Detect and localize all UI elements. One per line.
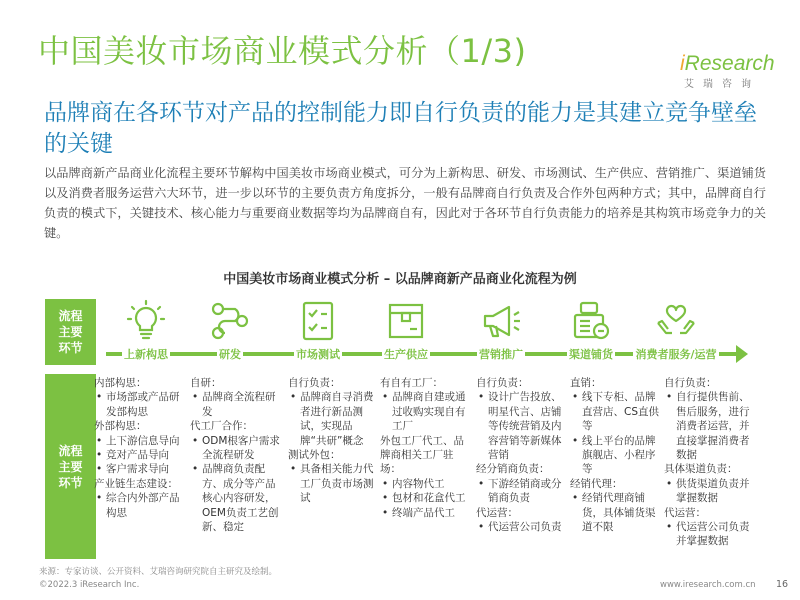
process-step: [545, 299, 637, 362]
process-column: [94, 376, 184, 520]
side-label-bottom: 流程主要环节: [45, 374, 96, 559]
column-heading: 经分销商负责：: [476, 463, 550, 476]
column-item: • 品牌商自寻消费者进行新品测试，实现品牌“共研”概念: [300, 390, 378, 448]
box-icon: [360, 299, 452, 343]
column-heading: 产业链生态建设：: [94, 477, 178, 490]
logo-subtitle: 艾瑞咨询: [684, 79, 760, 90]
column-item: • 市场部或产品研发部构思: [106, 390, 184, 419]
checklist-icon: [272, 299, 364, 343]
column-item: • ODM根客户需求全流程研发: [202, 434, 280, 463]
iresearch-logo: iResearch 艾瑞咨询: [680, 52, 775, 90]
process-step-label: 上新构思: [124, 348, 168, 361]
description-paragraph: 以品牌商新产品商业化流程主要环节解构中国美妆市场商业模式，可分为上新构思、研发、市场测试、生产供应、营销推广、渠道铺货以及消费者服务运营六大环节，进一步以环节的主要负责方角度拆分，一般有品牌商自行负责及合作外包两种方式；其中，品牌商自行负责的模式下，关键技术、核心能力与重要商业数据等均为品牌商自有，因此对于各环节自行负责能力的培养是其构筑市场竞争力的关键。: [44, 166, 766, 240]
column-heading: 外部构思：: [94, 420, 147, 433]
column-heading: 自行负责：: [664, 377, 717, 389]
column-heading: 经销代理：: [570, 477, 623, 490]
page-title: 中国美妆市场商业模式分析（1/3): [38, 32, 527, 70]
page-number: 16: [776, 579, 789, 590]
process-column: [476, 376, 566, 534]
process-step: [184, 299, 276, 362]
column-item: • 品牌商全流程研发: [202, 390, 280, 419]
column-item: • 品牌商负责配方、成分等产品核心内容研发，OEM负责工艺创新、稳定: [202, 462, 280, 534]
column-item: • 终端产品代工: [392, 506, 470, 520]
process-step-label: 研发: [219, 348, 241, 361]
process-step-label: 生产供应: [384, 348, 428, 361]
column-item: • 经销代理商铺货，具体铺货渠道不限: [582, 491, 660, 534]
process-column: [664, 376, 754, 549]
column-item: • 综合内外部产品构思: [106, 491, 184, 520]
footer-url[interactable]: www.iresearch.com.cn: [660, 580, 756, 590]
column-heading: 有自有工厂：: [380, 377, 443, 389]
process-step: [455, 299, 547, 362]
column-item: • 线下专柜、品牌直营店、CS直供等: [582, 390, 660, 433]
process-column: [288, 376, 378, 506]
column-heading: 测试外包：: [288, 449, 341, 462]
process-step-label: 渠道铺货: [569, 348, 613, 361]
source-note: 来源：专家访谈、公开资料、艾瑞咨询研究院自主研究及绘制。: [39, 567, 278, 577]
column-item: • 内容物代工: [392, 477, 470, 491]
column-heading: 自研：: [190, 377, 222, 389]
column-heading: 外包工厂代工、品牌商相关工厂驻场：: [380, 434, 464, 476]
column-item: • 客户需求导向: [106, 462, 184, 476]
column-item: • 代运营公司负责: [488, 520, 566, 534]
process-column: [190, 376, 280, 534]
heart-hands-icon: [630, 299, 722, 343]
column-item: • 竞对产品导向: [106, 448, 184, 462]
cash-register-icon: [545, 299, 637, 343]
side-label-top: 流程主要环节: [45, 299, 96, 365]
process-column: [570, 376, 660, 534]
process-step: [100, 299, 192, 362]
column-item: • 供货渠道负责并掌握数据: [676, 477, 754, 506]
column-item: • 线上平台的品牌旗舰店、小程序等: [582, 434, 660, 477]
page-subtitle: 品牌商在各环节对产品的控制能力即自行负责的能力是其建立竞争壁垒的关键: [44, 100, 757, 157]
column-item: • 代运营公司负责并掌握数据: [676, 520, 754, 549]
process-step: [360, 299, 452, 362]
megaphone-icon: [455, 299, 547, 343]
column-item: • 设计广告投放、明星代言、店铺等传统营销及内容营销等新媒体营销: [488, 390, 566, 462]
column-heading: 代工厂合作：: [190, 420, 253, 433]
column-heading: 直销：: [570, 377, 602, 389]
column-heading: 自行负责：: [476, 377, 529, 389]
column-item: • 下游经销商或分销商负责: [488, 477, 566, 506]
column-item: • 上下游信息导向: [106, 434, 184, 448]
process-arrow-head: [736, 345, 748, 363]
process-step-label: 营销推广: [479, 348, 523, 361]
footer-copyright: ©2022.3 iResearch Inc.: [39, 580, 140, 590]
column-heading: 内部构思：: [94, 377, 147, 389]
column-heading: 具体渠道负责：: [664, 463, 738, 476]
process-step-label: 市场测试: [296, 348, 340, 361]
process-column: [380, 376, 470, 520]
column-heading: 代运营：: [476, 506, 518, 519]
process-step-label: 消费者服务/运营: [635, 348, 717, 361]
column-item: • 包材和花盒代工: [392, 491, 470, 505]
process-step: [630, 299, 722, 362]
lightbulb-icon: [100, 299, 192, 343]
process-step: [272, 299, 364, 362]
column-item: • 品牌商自建或通过收购实现自有工厂: [392, 390, 470, 433]
column-item: • 具备相关能力代工厂负责市场测试: [300, 462, 378, 505]
column-heading: 代运营：: [664, 506, 706, 519]
diagram-title: 中国美妆市场商业模式分析 – 以品牌商新产品商业化流程为例: [223, 272, 577, 287]
column-item: • 自行提供售前、售后服务，进行消费者运营，并直接掌握消费者数据: [676, 390, 754, 462]
column-heading: 自行负责：: [288, 377, 341, 389]
workflow-icon: [184, 299, 276, 343]
